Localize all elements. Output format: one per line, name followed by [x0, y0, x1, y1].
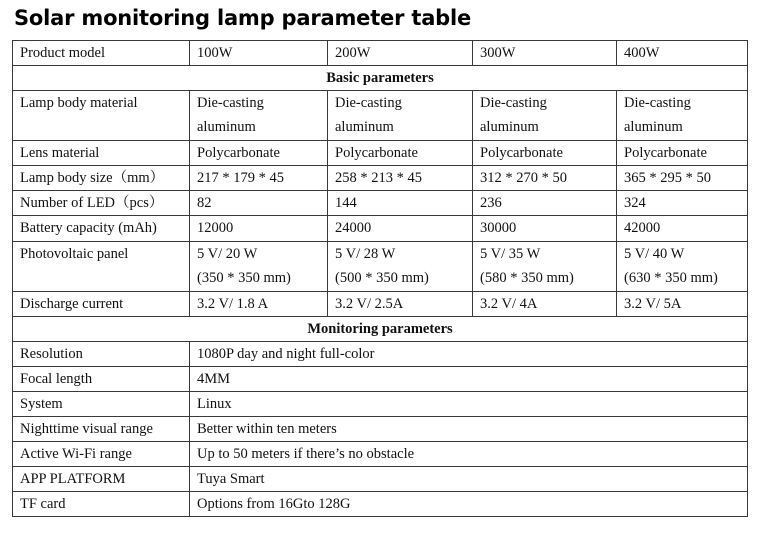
row-label: Nighttime visual range — [13, 417, 190, 442]
row-label: Number of LED（pcs） — [13, 191, 190, 216]
cell-line: 5 V/ 28 W — [335, 245, 396, 262]
table-row — [13, 291, 748, 316]
table-cell: 12000 — [190, 216, 328, 241]
table-cell — [473, 91, 617, 141]
cell-line: aluminum — [624, 119, 683, 136]
table-cell: 258 * 213 * 45 — [328, 166, 473, 191]
cell-line: 5 V/ 40 W — [624, 245, 685, 262]
cell-line: (580 * 350 mm) — [480, 269, 574, 286]
section-heading-monitoring: Monitoring parameters — [13, 316, 748, 341]
table-cell — [190, 241, 328, 291]
table-cell — [190, 91, 328, 141]
table-cell: 312 * 270 * 50 — [473, 166, 617, 191]
table-cell — [328, 91, 473, 141]
model-400w: 400W — [617, 41, 748, 66]
page-title: Solar monitoring lamp parameter table — [14, 6, 472, 30]
table-row — [13, 417, 748, 442]
row-label: Battery capacity (mAh) — [13, 216, 190, 241]
table-cell: 1080P day and night full-color — [190, 341, 748, 366]
table-row — [13, 216, 748, 241]
cell-line: (500 * 350 mm) — [335, 269, 429, 286]
table-row — [13, 191, 748, 216]
table-row — [13, 467, 748, 492]
table-row — [13, 442, 748, 467]
row-label: Discharge current — [13, 291, 190, 316]
table-cell: 144 — [328, 191, 473, 216]
table-row — [13, 141, 748, 166]
table-cell: 24000 — [328, 216, 473, 241]
table-cell: Polycarbonate — [328, 141, 473, 166]
row-label: Lamp body material — [13, 91, 190, 141]
cell-line: aluminum — [335, 119, 394, 136]
section-heading-basic: Basic parameters — [13, 66, 748, 91]
cell-line: aluminum — [480, 119, 539, 136]
model-300w: 300W — [473, 41, 617, 66]
cell-line: (630 * 350 mm) — [624, 269, 718, 286]
table-cell — [617, 241, 748, 291]
table-row — [13, 391, 748, 416]
row-label: APP PLATFORM — [13, 467, 190, 492]
table-row — [13, 241, 748, 291]
table-row — [13, 492, 748, 517]
table-cell: 30000 — [473, 216, 617, 241]
cell-line: Die-casting — [480, 95, 547, 112]
table-cell: 324 — [617, 191, 748, 216]
table-row — [13, 91, 748, 141]
table-cell: 42000 — [617, 216, 748, 241]
row-label: Lens material — [13, 141, 190, 166]
cell-line: Die-casting — [624, 95, 691, 112]
row-label: Focal length — [13, 366, 190, 391]
table-cell: Better within ten meters — [190, 417, 748, 442]
row-label: Resolution — [13, 341, 190, 366]
table-cell — [617, 91, 748, 141]
table-cell: Linux — [190, 391, 748, 416]
table-cell: 82 — [190, 191, 328, 216]
table-cell: Polycarbonate — [190, 141, 328, 166]
section-row-monitoring — [13, 316, 748, 341]
row-label: Photovoltaic panel — [13, 241, 190, 291]
table-cell: 217 * 179 * 45 — [190, 166, 328, 191]
cell-line: 5 V/ 20 W — [197, 245, 258, 262]
table-cell: 3.2 V/ 2.5A — [328, 291, 473, 316]
cell-line: 5 V/ 35 W — [480, 245, 541, 262]
table-cell: Up to 50 meters if there’s no obstacle — [190, 442, 748, 467]
table-cell: 365 * 295 * 50 — [617, 166, 748, 191]
table-cell — [473, 241, 617, 291]
table-row — [13, 366, 748, 391]
table-cell: 3.2 V/ 5A — [617, 291, 748, 316]
section-row-basic — [13, 66, 748, 91]
cell-line: Die-casting — [335, 95, 402, 112]
table-cell: Tuya Smart — [190, 467, 748, 492]
cell-line: Die-casting — [197, 95, 264, 112]
table-cell: 3.2 V/ 4A — [473, 291, 617, 316]
table-cell: Options from 16Gto 128G — [190, 492, 748, 517]
header-label: Product model — [13, 41, 190, 66]
row-label: Lamp body size（mm） — [13, 166, 190, 191]
model-200w: 200W — [328, 41, 473, 66]
table-cell: 4MM — [190, 366, 748, 391]
table-cell — [328, 241, 473, 291]
cell-line: aluminum — [197, 119, 256, 136]
model-100w: 100W — [190, 41, 328, 66]
row-label: System — [13, 391, 190, 416]
cell-line: (350 * 350 mm) — [197, 269, 291, 286]
header-row — [13, 41, 748, 66]
row-label: TF card — [13, 492, 190, 517]
table-cell: 236 — [473, 191, 617, 216]
table-cell: Polycarbonate — [617, 141, 748, 166]
parameter-table — [12, 40, 748, 517]
table-row — [13, 166, 748, 191]
row-label: Active Wi-Fi range — [13, 442, 190, 467]
table-cell: 3.2 V/ 1.8 A — [190, 291, 328, 316]
table-cell: Polycarbonate — [473, 141, 617, 166]
table-row — [13, 341, 748, 366]
